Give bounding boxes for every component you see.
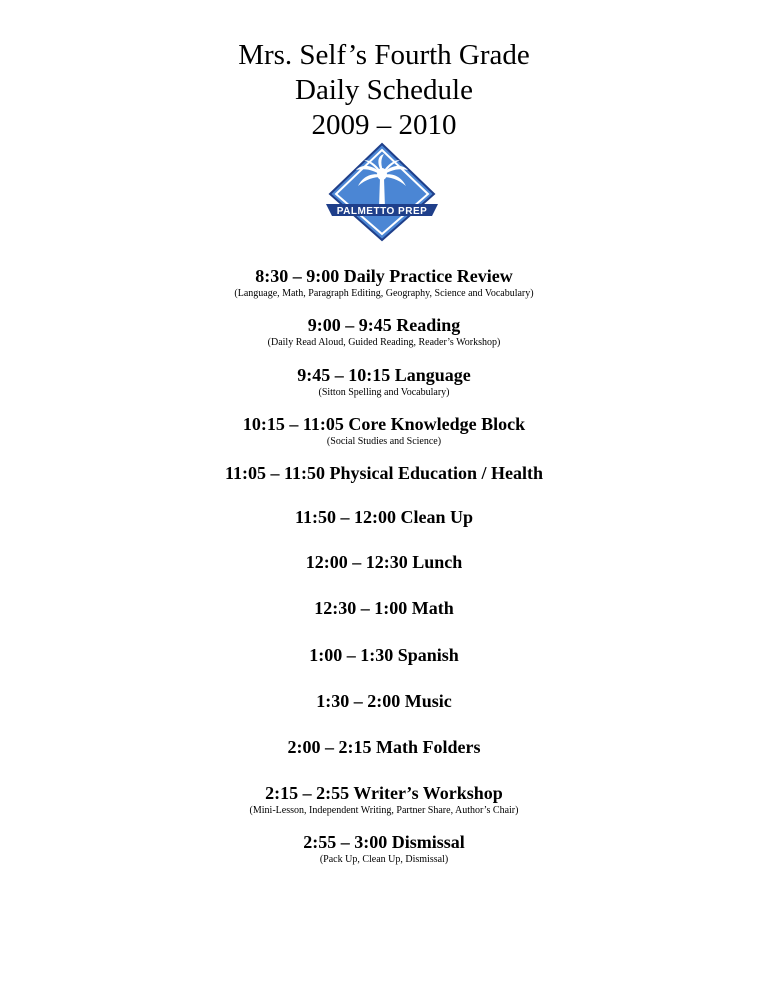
- title-line-year: 2009 – 2010: [311, 109, 457, 141]
- schedule-item-title: 12:30 – 1:00 Math: [314, 598, 454, 618]
- school-logo: [324, 142, 440, 242]
- schedule-item-title: 12:00 – 12:30 Lunch: [305, 552, 463, 572]
- schedule-item-title: 2:55 – 3:00 Dismissal: [303, 832, 465, 852]
- schedule-item-title: 1:00 – 1:30 Spanish: [309, 645, 459, 665]
- schedule-item-title: 11:50 – 12:00 Clean Up: [294, 507, 473, 527]
- schedule-item-title: 2:00 – 2:15 Math Folders: [287, 737, 481, 757]
- schedule-item-details: (Daily Read Aloud, Guided Reading, Reader’s Workshop): [267, 337, 501, 348]
- schedule-item: [0, 782, 768, 817]
- schedule-item-title: 10:15 – 11:05 Core Knowledge Block: [242, 414, 526, 434]
- schedule-item: [0, 265, 768, 300]
- schedule-item-details: (Language, Math, Paragraph Editing, Geography, Science and Vocabulary): [234, 288, 534, 299]
- title-line-teacher: Mrs. Self’s Fourth Grade: [238, 39, 530, 71]
- page-title: [0, 38, 768, 143]
- schedule-item: [0, 597, 768, 619]
- schedule-item-details: (Mini-Lesson, Independent Writing, Partner Share, Author’s Chair): [249, 805, 519, 816]
- schedule-item: [0, 690, 768, 712]
- schedule-item: [0, 831, 768, 866]
- schedule-item-details: (Pack Up, Clean Up, Dismissal): [319, 854, 449, 865]
- schedule-item: [0, 314, 768, 349]
- schedule-item: [0, 413, 768, 448]
- schedule-item-title: 9:45 – 10:15 Language: [297, 365, 471, 385]
- schedule-item-title: 9:00 – 9:45 Reading: [307, 315, 461, 335]
- logo-text: PALMETTO PREP: [336, 206, 428, 217]
- title-line-schedule: Daily Schedule: [295, 74, 473, 106]
- schedule-item: [0, 462, 768, 484]
- schedule-item-title: 8:30 – 9:00 Daily Practice Review: [255, 266, 513, 286]
- schedule-item-details: (Social Studies and Science): [326, 436, 442, 447]
- schedule-item: [0, 644, 768, 666]
- schedule-item-details: (Sitton Spelling and Vocabulary): [318, 387, 450, 398]
- schedule-item: [0, 551, 768, 573]
- schedule-item-title: 1:30 – 2:00 Music: [316, 691, 452, 711]
- schedule-item: [0, 506, 768, 528]
- palmetto-tree-icon: [324, 142, 440, 242]
- schedule-item-title: 2:15 – 2:55 Writer’s Workshop: [265, 783, 503, 803]
- schedule-item: [0, 364, 768, 399]
- schedule-item-title: 11:05 – 11:50 Physical Education / Health: [224, 463, 544, 483]
- schedule-item: [0, 736, 768, 758]
